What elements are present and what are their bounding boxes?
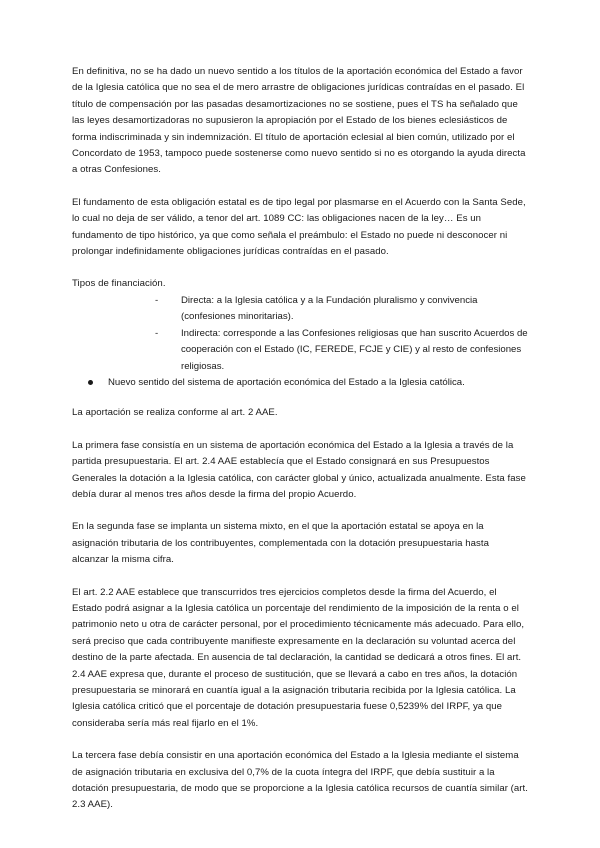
tipos-financiacion-title: Tipos de financiación. bbox=[72, 278, 166, 290]
bullet-dot-icon bbox=[88, 380, 93, 385]
tipos-financiacion-list bbox=[72, 293, 528, 375]
bullet-heading-text: Nuevo sentido del sistema de aportación económica del Estado a la Iglesia católica. bbox=[108, 376, 465, 388]
paragraph-aportacion: La aportación se realiza conforme al art. 2 AAE. bbox=[72, 407, 278, 419]
bullet-heading-list bbox=[72, 375, 528, 391]
dash-marker: - bbox=[155, 294, 159, 306]
list-item-indirecta bbox=[155, 326, 528, 375]
bullet-heading-item bbox=[88, 375, 528, 391]
paragraph-tercera-fase: La tercera fase debía consistir en una aportación económica del Estado a la Iglesia mediante el sistema de asignación tributaria en exclusiva del 0,7% de la cuota íntegra del IRPF, que debía sustituir a la dotación presupuestaria, de modo que se proporcione a la Iglesia católica recursos de cuantía similar (art. 2.3 AAE). bbox=[72, 750, 528, 811]
list-item-text: Directa: a la Iglesia católica y a la Fundación pluralismo y convivencia (confesiones minoritarias). bbox=[181, 294, 478, 323]
paragraph-primera-fase: La primera fase consistía en un sistema de aportación económica del Estado a la Iglesia a través de la partida presupuestaria. El art. 2.4 AAE establecía que el Estado consignará en sus Presupuestos Generales la dotación a la Iglesia católica, con carácter global y único, actualizada anualmente. Esta fase debía durar al menos tres años desde la firma del propio Acuerdo. bbox=[72, 439, 526, 500]
dash-marker: - bbox=[155, 327, 159, 339]
paragraph-fundamento: El fundamento de esta obligación estatal es de tipo legal por plasmarse en el Acuerdo con la Santa Sede, lo cual no deja de ser válido, a tenor del art. 1089 CC: las obligaciones nacen de la ley… Es un fundamento de tipo histórico, ya que como señala el preámbulo: el Estado no puede ni desconocer ni prolongar indefinidamente obligaciones jurídicas contraídas en el pasado. bbox=[72, 196, 526, 258]
list-item-directa bbox=[155, 293, 528, 326]
list-item-text: Indirecta: corresponde a las Confesiones religiosas que han suscrito Acuerdos de cooperación con el Estado (IC, FEREDE, FCJE y CIE) y al resto de confesiones religiosas. bbox=[181, 327, 528, 372]
paragraph-segunda-fase: En la segunda fase se implanta un sistema mixto, en el que la aportación estatal se apoya en la asignación tributaria de los contribuyentes, complementada con la dotación presupuestaria hasta alcanzar la misma cifra. bbox=[72, 521, 489, 566]
paragraph-definitiva: En definitiva, no se ha dado un nuevo sentido a los títulos de la aportación económica del Estado a favor de la Iglesia católica que no sea el de mero arrastre de obligaciones jurídicas contraídas en el pasado. El título de compensación por las pasadas desamortizaciones no se sostiene, pues el TS ha señalado que las leyes desamortizadoras no supusieron la apropiación por el Estado de los bienes eclesiásticos de forma indiscriminada y sin indemnización. El título de aportación eclesial al bien común, utilizado por el Concordato de 1953, tampoco puede sostenerse como nuevo sentido si no es otorgando la ayuda directa a otras Confesiones. bbox=[72, 66, 526, 176]
paragraph-art-2-2: El art. 2.2 AAE establece que transcurridos tres ejercicios completos desde la firma del Acuerdo, el Estado podrá asignar a la Iglesia católica un porcentaje del rendimiento de la imposición de la renta o el patrimonio neto u otra de carácter personal, por el procedimiento técnicamente más adecuado. Para ello, será preciso que cada contribuyente manifieste expresamente en la declaración su voluntad acerca del destino de la parte afectada. En ausencia de tal declaración, la cantidad se dedicará a otros fines. El art. 2.4 AAE expresa que, durante el proceso de sustitución, que se llevará a cabo en tres años, la dotación presupuestaria se minorará en cuantía igual a la asignación tributaria recibida por la Iglesia católica. La Iglesia católica criticó que el porcentaje de dotación presupuestaria fuese 0,5239% del IRPF, ya que consideraba sería más real fijarlo en el 1%. bbox=[72, 586, 525, 729]
